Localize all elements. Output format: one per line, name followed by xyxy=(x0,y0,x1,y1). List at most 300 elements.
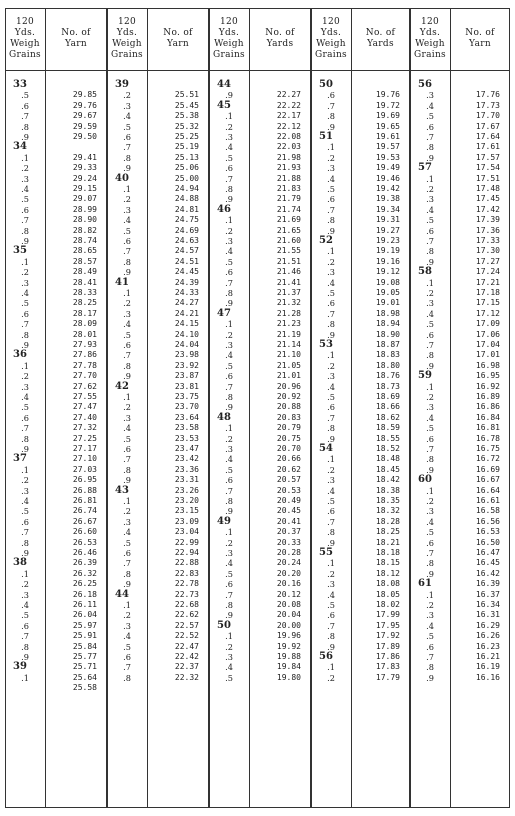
table-row xyxy=(410,444,510,454)
grain-decimal-label: .3 xyxy=(123,308,131,319)
table-row xyxy=(311,444,410,454)
yarn-count-value: 28.74 xyxy=(72,236,97,245)
yarn-count-value: 24.75 xyxy=(174,215,199,225)
grain-decimal-label: .9 xyxy=(21,548,29,558)
grain-decimal-label: .3 xyxy=(21,173,29,184)
table-row xyxy=(107,517,209,527)
table-row xyxy=(209,662,311,672)
grain-decimal-label: .8 xyxy=(327,631,335,642)
grain-decimal-label: .7 xyxy=(225,277,233,288)
yarn-count-value: 17.57 xyxy=(475,152,500,162)
table-row xyxy=(209,631,311,641)
grain-decimal-label: .1 xyxy=(225,423,233,434)
yarn-count-value: 17.39 xyxy=(475,215,500,225)
table-row xyxy=(311,496,410,506)
yarn-count-value: 18.21 xyxy=(375,537,400,547)
yarn-count-value: 17.86 xyxy=(375,652,400,661)
table-row xyxy=(209,101,311,111)
table-row xyxy=(311,361,410,371)
grain-decimal-label: .6 xyxy=(327,610,335,621)
yarn-count-value: 28.82 xyxy=(72,225,97,235)
grain-decimal-label: .8 xyxy=(21,329,29,340)
yarn-count-value: 17.42 xyxy=(475,204,500,214)
grain-decimal-label: .7 xyxy=(123,350,131,361)
table-row xyxy=(209,215,311,225)
yarn-count-value: 17.36 xyxy=(475,225,500,235)
grain-decimal-label: .8 xyxy=(225,288,233,298)
table-row xyxy=(107,184,209,194)
yarn-count-value: 17.27 xyxy=(475,256,500,266)
table-row xyxy=(410,558,510,568)
table-row xyxy=(410,548,510,558)
grain-decimal-label: .9 xyxy=(225,194,233,205)
yarn-count-value: 20.53 xyxy=(276,485,301,495)
grain-decimal-label: .8 xyxy=(426,142,434,153)
table-row xyxy=(209,111,311,121)
value-column-header: No. of Yards xyxy=(265,28,295,49)
yarn-count-value: 18.59 xyxy=(375,423,400,433)
table-row xyxy=(311,298,410,308)
table-row xyxy=(5,194,107,204)
yarn-count-value: 26.39 xyxy=(72,558,97,568)
yarn-count-value: 16.26 xyxy=(475,631,500,641)
grain-decimal-label: .8 xyxy=(21,225,29,236)
grain-decimal-label: .4 xyxy=(225,454,233,465)
table-row xyxy=(107,392,209,402)
yarn-count-value: 23.42 xyxy=(174,454,199,464)
grain-decimal-label: .4 xyxy=(426,412,434,423)
table-row xyxy=(410,330,510,340)
grain-decimal-label: .4 xyxy=(327,381,335,392)
table-row xyxy=(209,236,311,246)
yarn-count-value: 21.05 xyxy=(276,360,301,370)
yarn-count-value: 17.45 xyxy=(475,194,500,204)
grain-decimal-label: .8 xyxy=(21,537,29,548)
grain-decimal-label: .4 xyxy=(225,142,233,153)
yarn-count-value: 16.50 xyxy=(475,537,500,547)
grain-decimal-label: .1 xyxy=(426,173,434,184)
yarn-count-value: 16.61 xyxy=(475,496,500,505)
yarn-count-value: 24.57 xyxy=(174,246,199,256)
table-row xyxy=(311,278,410,288)
table-row xyxy=(209,475,311,485)
yarn-count-value: 17.21 xyxy=(475,277,500,287)
table-row xyxy=(410,413,510,423)
yarn-count-value: 25.06 xyxy=(174,163,199,173)
yarn-count-value: 19.08 xyxy=(375,277,400,287)
grain-decimal-label: .1 xyxy=(21,360,29,371)
yarn-count-value: 26.46 xyxy=(72,548,97,557)
table-row xyxy=(311,579,410,589)
grain-whole-label: 42 xyxy=(115,380,129,392)
grain-decimal-label: .6 xyxy=(21,100,29,111)
grain-decimal-label: .5 xyxy=(426,111,434,122)
grain-decimal-label: .4 xyxy=(426,620,434,631)
grain-decimal-label: .2 xyxy=(426,496,434,506)
yarn-count-value: 16.67 xyxy=(475,475,500,485)
table-row xyxy=(209,600,311,610)
value-column-header: No. of Yards xyxy=(365,28,396,49)
yarn-count-value: 18.12 xyxy=(375,568,400,578)
table-row xyxy=(5,257,107,267)
grain-decimal-label: .3 xyxy=(123,412,131,423)
grain-decimal-label: .7 xyxy=(21,527,29,538)
table-row xyxy=(410,226,510,236)
yarn-count-value: 22.03 xyxy=(276,142,301,152)
grain-decimal-label: .4 xyxy=(327,589,335,600)
yarn-count-value: 19.38 xyxy=(375,194,400,204)
grain-decimal-label: .6 xyxy=(225,475,233,486)
yarn-count-value: 17.95 xyxy=(375,620,400,630)
yarn-count-value: 22.27 xyxy=(276,90,301,100)
table-row xyxy=(311,319,410,329)
yarn-count-value: 17.30 xyxy=(475,246,500,256)
yarn-count-value: 25.58 xyxy=(72,683,97,693)
yarn-count-value: 23.92 xyxy=(174,360,199,370)
grain-decimal-label: .8 xyxy=(21,433,29,444)
yarn-count-value: 22.32 xyxy=(174,672,199,682)
table-row xyxy=(107,330,209,340)
grain-decimal-label: .9 xyxy=(327,329,335,340)
table-row xyxy=(107,236,209,246)
yarn-count-value: 22.94 xyxy=(174,548,199,557)
yarn-count-value: 19.01 xyxy=(375,298,400,308)
yarn-count-value: 21.69 xyxy=(276,215,301,225)
table-row xyxy=(5,184,107,194)
yarn-count-value: 23.98 xyxy=(174,350,199,360)
yarn-count-value: 20.83 xyxy=(276,412,301,422)
yarn-count-value: 21.93 xyxy=(276,163,301,173)
grain-decimal-label: .8 xyxy=(225,600,233,610)
table-row xyxy=(5,486,107,496)
grain-whole-label: 46 xyxy=(217,203,231,215)
grain-decimal-label: .9 xyxy=(21,444,29,454)
yarn-count-value: 16.95 xyxy=(475,371,500,381)
yarn-count-value: 19.34 xyxy=(375,204,400,214)
header-rule xyxy=(107,70,209,71)
grain-decimal-label: .4 xyxy=(327,277,335,288)
table-row xyxy=(410,475,510,485)
grain-decimal-label: .7 xyxy=(327,620,335,631)
table-row xyxy=(5,153,107,163)
table-row xyxy=(5,413,107,423)
yarn-count-value: 24.63 xyxy=(174,236,199,245)
table-row xyxy=(410,184,510,194)
yarn-count-value: 27.86 xyxy=(72,350,97,360)
yarn-count-value: 20.08 xyxy=(276,600,301,609)
yarn-count-value: 24.69 xyxy=(174,225,199,235)
yarn-count-value: 18.05 xyxy=(375,589,400,599)
yarn-count-value: 20.45 xyxy=(276,506,301,516)
grain-decimal-label: .8 xyxy=(225,496,233,506)
table-row xyxy=(410,652,510,662)
table-row xyxy=(410,174,510,184)
grain-decimal-label: .7 xyxy=(327,308,335,319)
table-row xyxy=(5,506,107,516)
table-row xyxy=(311,111,410,121)
yarn-count-value: 22.47 xyxy=(174,641,199,651)
yarn-count-value: 16.56 xyxy=(475,516,500,526)
grain-decimal-label: .3 xyxy=(21,381,29,392)
yarn-count-value: 20.24 xyxy=(276,558,301,568)
grain-whole-label: 54 xyxy=(319,443,333,454)
table-row xyxy=(410,434,510,444)
grain-decimal-label: .7 xyxy=(225,589,233,600)
grain-decimal-label: .3 xyxy=(426,298,434,309)
table-row xyxy=(410,246,510,256)
yarn-count-value: 22.88 xyxy=(174,558,199,568)
grain-decimal-label: .8 xyxy=(225,392,233,402)
table-row xyxy=(311,392,410,402)
table-row xyxy=(410,350,510,360)
yarn-count-value: 18.32 xyxy=(375,506,400,516)
yarn-count-value: 17.01 xyxy=(475,350,500,360)
grain-decimal-label: .5 xyxy=(225,256,233,267)
grain-decimal-label: .5 xyxy=(426,319,434,330)
yarn-count-value: 18.69 xyxy=(375,392,400,401)
yarn-count-value: 18.42 xyxy=(375,475,400,485)
table-row xyxy=(311,402,410,412)
table-row xyxy=(209,548,311,558)
grain-decimal-label: .7 xyxy=(21,423,29,434)
yarn-count-value: 17.51 xyxy=(475,173,500,183)
yarn-count-value: 19.69 xyxy=(375,111,400,121)
grain-decimal-label: .9 xyxy=(426,568,434,579)
grain-decimal-label: .7 xyxy=(426,548,434,558)
grain-decimal-label: .9 xyxy=(21,652,29,662)
grain-decimal-label: .4 xyxy=(21,288,29,298)
grain-whole-label: 56 xyxy=(319,651,333,662)
grain-decimal-label: .8 xyxy=(426,246,434,257)
yarn-count-value: 21.19 xyxy=(276,329,301,339)
grain-decimal-label: .4 xyxy=(123,423,131,434)
grain-decimal-label: .5 xyxy=(327,288,335,298)
grain-whole-label: 44 xyxy=(217,79,231,90)
table-row xyxy=(107,309,209,319)
yarn-count-value: 28.17 xyxy=(72,308,97,318)
grain-decimal-label: .2 xyxy=(225,121,233,132)
yarn-count-value: 17.79 xyxy=(375,672,400,682)
yarn-count-value: 25.77 xyxy=(72,652,97,661)
table-row xyxy=(107,486,209,496)
grain-decimal-label: .7 xyxy=(21,319,29,330)
yarn-count-value: 16.58 xyxy=(475,506,500,516)
yarn-count-value: 25.00 xyxy=(174,173,199,183)
table-row xyxy=(5,610,107,620)
grain-whole-label: 58 xyxy=(418,266,432,278)
yarn-count-value: 24.45 xyxy=(174,267,199,277)
grain-decimal-label: .1 xyxy=(21,464,29,475)
grain-decimal-label: .4 xyxy=(21,184,29,194)
table-row xyxy=(311,101,410,111)
table-row xyxy=(209,486,311,496)
table-row xyxy=(410,111,510,121)
table-row xyxy=(107,80,209,90)
yarn-count-value: 19.46 xyxy=(375,173,400,183)
yarn-count-value: 28.33 xyxy=(72,288,97,297)
grain-decimal-label: .1 xyxy=(21,672,29,683)
yarn-count-value: 16.53 xyxy=(475,527,500,537)
grain-decimal-label: .6 xyxy=(21,204,29,215)
table-row xyxy=(209,434,311,444)
table-row xyxy=(209,673,311,683)
grain-decimal-label: .4 xyxy=(225,246,233,257)
yarn-count-value: 16.31 xyxy=(475,610,500,620)
table-row xyxy=(209,392,311,402)
grain-decimal-label: .9 xyxy=(123,371,131,382)
grain-decimal-label: .6 xyxy=(21,516,29,527)
table-row xyxy=(410,236,510,246)
yarn-count-value: 18.73 xyxy=(375,381,400,391)
table-row xyxy=(311,673,410,683)
table-row xyxy=(5,496,107,506)
table-row xyxy=(209,423,311,433)
table-row xyxy=(107,319,209,329)
grain-decimal-label: .9 xyxy=(225,90,233,101)
table-row xyxy=(5,402,107,412)
grain-decimal-label: .7 xyxy=(327,204,335,215)
grain-decimal-label: .2 xyxy=(225,641,233,652)
table-row xyxy=(5,621,107,631)
grain-decimal-label: .4 xyxy=(123,319,131,330)
table-row xyxy=(5,319,107,329)
table-row xyxy=(410,382,510,392)
table-row xyxy=(410,90,510,100)
yarn-count-value: 29.33 xyxy=(72,163,97,173)
yarn-count-value: 21.79 xyxy=(276,194,301,204)
yarn-count-value: 23.70 xyxy=(174,402,199,412)
table-row xyxy=(410,340,510,350)
yarn-count-value: 28.99 xyxy=(72,204,97,214)
table-row xyxy=(410,610,510,620)
table-row xyxy=(209,80,311,90)
grain-decimal-label: .7 xyxy=(225,381,233,392)
grain-decimal-label: .1 xyxy=(123,392,131,402)
yarn-count-value: 28.90 xyxy=(72,215,97,225)
yarn-count-value: 17.15 xyxy=(475,298,500,308)
table-row xyxy=(311,215,410,225)
yarn-count-value: 20.33 xyxy=(276,537,301,547)
table-row xyxy=(209,621,311,631)
table-row xyxy=(5,174,107,184)
grain-decimal-label: .5 xyxy=(21,402,29,413)
grain-decimal-label: .4 xyxy=(123,111,131,122)
table-row xyxy=(107,90,209,100)
value-column-header: No. of Yarn xyxy=(465,28,495,49)
grain-decimal-label: .7 xyxy=(426,340,434,350)
yarn-count-value: 19.92 xyxy=(276,641,301,651)
yarn-count-value: 22.78 xyxy=(174,579,199,589)
yarn-count-value: 18.83 xyxy=(375,350,400,360)
table-row xyxy=(5,683,107,693)
grain-decimal-label: .3 xyxy=(21,277,29,288)
table-row xyxy=(107,194,209,204)
yarn-count-value: 16.75 xyxy=(475,444,500,453)
table-row xyxy=(311,153,410,163)
grain-decimal-label: .2 xyxy=(21,579,29,590)
yarn-count-value: 17.33 xyxy=(475,236,500,245)
yarn-count-value: 17.04 xyxy=(475,340,500,349)
grain-whole-label: 35 xyxy=(13,245,27,257)
table-row xyxy=(410,662,510,672)
yarn-count-value: 19.49 xyxy=(375,163,400,173)
grain-decimal-label: .1 xyxy=(21,256,29,267)
grain-decimal-label: .8 xyxy=(327,423,335,434)
yarn-count-value: 18.28 xyxy=(375,516,400,526)
table-row xyxy=(5,361,107,371)
grain-decimal-label: .6 xyxy=(225,267,233,278)
yarn-count-value: 20.37 xyxy=(276,527,301,537)
grain-decimal-label: .6 xyxy=(225,371,233,382)
yarn-count-value: 17.61 xyxy=(475,142,500,152)
table-row xyxy=(311,257,410,267)
yarn-count-value: 20.70 xyxy=(276,444,301,453)
yarn-count-value: 21.46 xyxy=(276,267,301,277)
grain-decimal-label: .6 xyxy=(426,225,434,236)
grain-decimal-label: .6 xyxy=(327,402,335,413)
table-row xyxy=(107,444,209,454)
grain-decimal-label: .4 xyxy=(426,308,434,319)
grain-decimal-label: .5 xyxy=(21,298,29,309)
yarn-count-value: 23.81 xyxy=(174,381,199,391)
grain-decimal-label: .9 xyxy=(327,537,335,548)
yarn-count-value: 17.92 xyxy=(375,631,400,641)
table-row xyxy=(107,278,209,288)
grain-whole-label: 61 xyxy=(418,578,432,590)
grain-decimal-label: .1 xyxy=(123,600,131,610)
grain-decimal-label: .9 xyxy=(426,464,434,475)
yarn-count-value: 23.58 xyxy=(174,423,199,433)
grain-whole-label: 55 xyxy=(319,547,333,558)
yarn-count-value: 17.54 xyxy=(475,163,500,173)
table-row xyxy=(410,631,510,641)
grain-decimal-label: .3 xyxy=(225,548,233,558)
grain-decimal-label: .9 xyxy=(21,340,29,350)
table-row xyxy=(209,340,311,350)
table-row xyxy=(410,590,510,600)
yarn-count-value: 23.04 xyxy=(174,527,199,537)
grain-decimal-label: .3 xyxy=(327,475,335,486)
grain-decimal-label: .4 xyxy=(327,173,335,184)
yarn-count-value: 19.61 xyxy=(375,132,400,141)
table-row xyxy=(410,80,510,90)
yarn-count-value: 20.28 xyxy=(276,548,301,557)
table-row xyxy=(209,132,311,142)
table-row xyxy=(410,288,510,298)
yarn-count-value: 26.18 xyxy=(72,589,97,599)
table-row xyxy=(107,174,209,184)
header-rule xyxy=(410,70,510,71)
table-row xyxy=(209,652,311,662)
yarn-count-value: 25.38 xyxy=(174,111,199,121)
table-row xyxy=(311,558,410,568)
grain-decimal-label: .7 xyxy=(426,444,434,454)
grain-decimal-label: .5 xyxy=(225,152,233,163)
yarn-count-value: 25.13 xyxy=(174,152,199,162)
grain-decimal-label: .5 xyxy=(123,329,131,340)
grain-decimal-label: .6 xyxy=(123,444,131,454)
grain-decimal-label: .1 xyxy=(426,277,434,288)
grain-column-header: 120 Yds. Weigh Grains xyxy=(414,17,446,60)
table-row xyxy=(311,621,410,631)
table-row xyxy=(311,590,410,600)
grain-decimal-label: .2 xyxy=(327,360,335,371)
table-row xyxy=(311,236,410,246)
yarn-count-value: 24.15 xyxy=(174,319,199,329)
table-row xyxy=(107,600,209,610)
yarn-count-value: 16.72 xyxy=(475,454,500,464)
grain-column-header: 120 Yds. Weigh Grains xyxy=(213,17,245,60)
